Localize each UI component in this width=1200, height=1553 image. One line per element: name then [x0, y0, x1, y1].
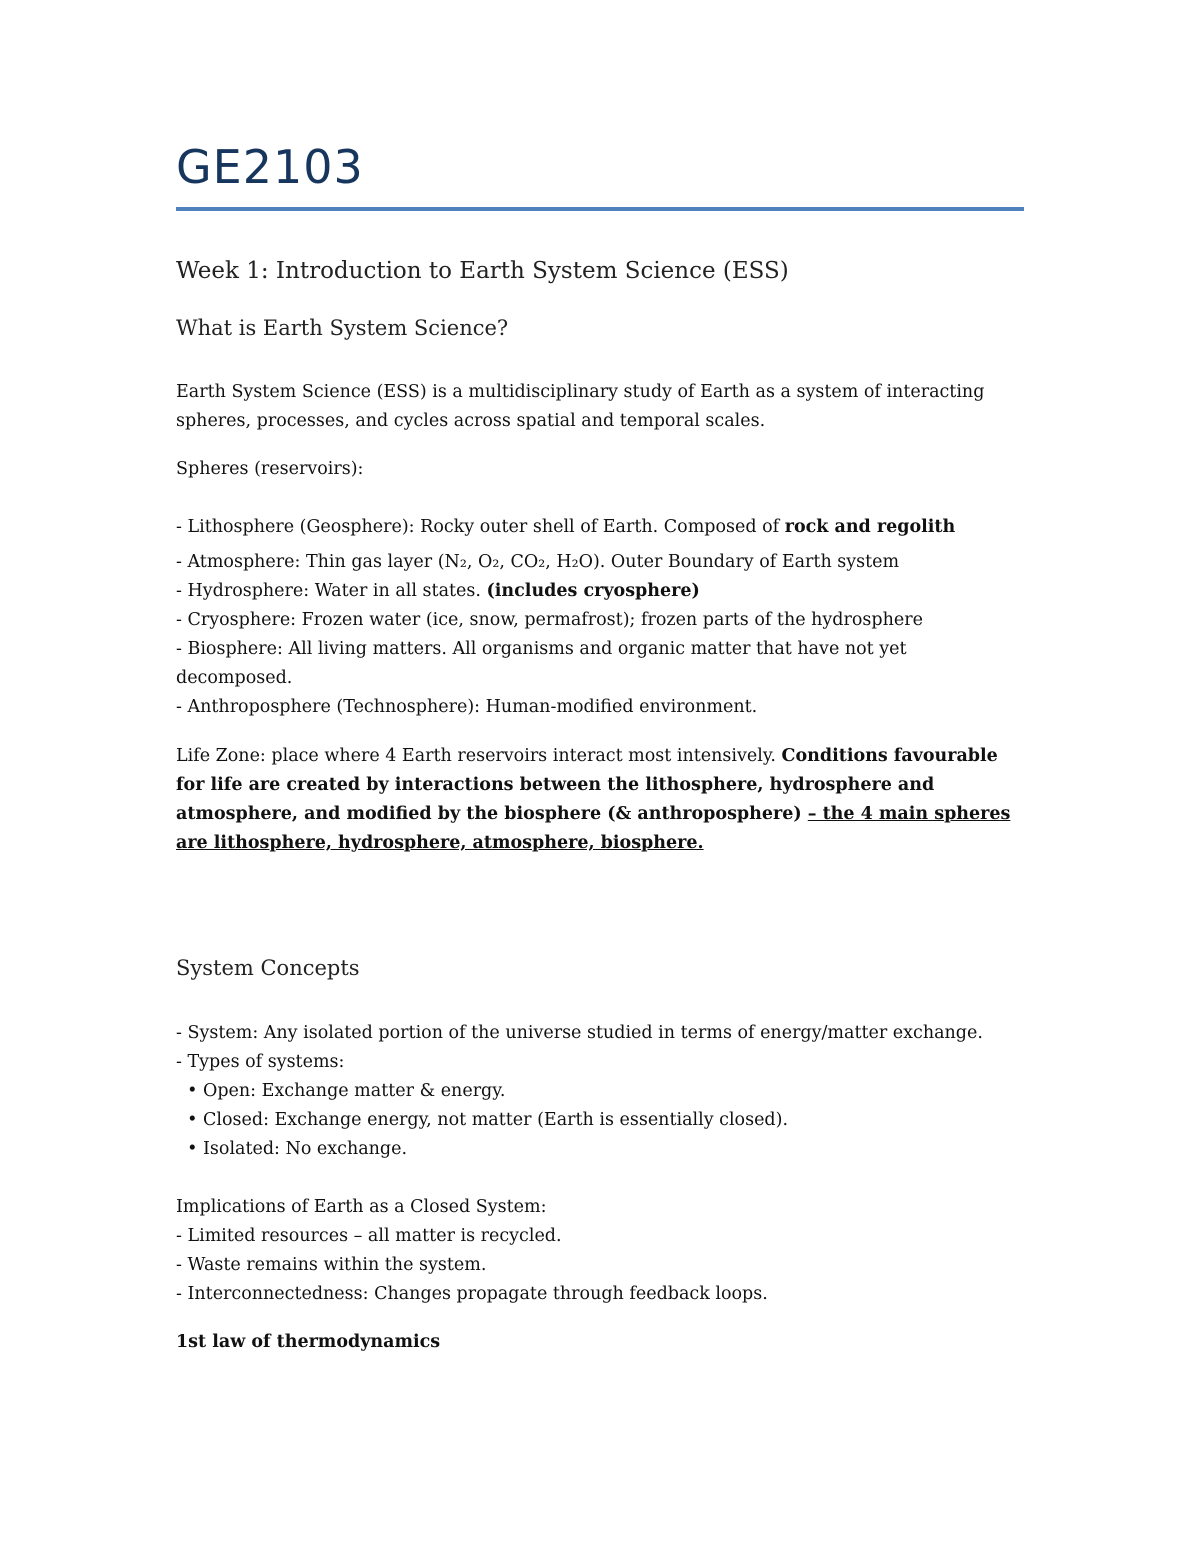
- list-item-cryosphere: - Cryosphere: Frozen water (ice, snow, permafrost); frozen parts of the hydrosphere: [176, 610, 923, 630]
- life-zone-bold: Conditions favourable for life are created by interactions between the lithosphere, hydrosphere and atmosphere, and modified by the biosphere (& anthroposphere): [176, 746, 998, 824]
- implication-2: - Waste remains within the system.: [176, 1255, 487, 1275]
- ess-definition-line-1: Earth System Science (ESS) is a multidisciplinary study of Earth as a system of interacting: [176, 382, 985, 402]
- system-type-isolated: • Isolated: No exchange.: [176, 1139, 408, 1159]
- document-title: GE2103: [176, 140, 364, 194]
- implication-1: - Limited resources – all matter is recycled.: [176, 1226, 562, 1246]
- list-item-hydrosphere: [176, 577, 700, 606]
- implications-label: Implications of Earth as a Closed System:: [176, 1197, 547, 1217]
- hydrosphere-text: - Hydrosphere: Water in all states.: [176, 581, 487, 601]
- ess-definition-line-2: spheres, processes, and cycles across spatial and temporal scales.: [176, 411, 766, 431]
- section-heading-ess: What is Earth System Science?: [176, 316, 509, 340]
- week-heading: Week 1: Introduction to Earth System Science (ESS): [176, 258, 789, 284]
- life-zone-text: Life Zone: place where 4 Earth reservoirs interact most intensively.: [176, 746, 782, 766]
- system-type-closed: • Closed: Exchange energy, not matter (Earth is essentially closed).: [176, 1110, 789, 1130]
- list-item-atmosphere: - Atmosphere: Thin gas layer (N₂, O₂, CO₂, H₂O). Outer Boundary of Earth system: [176, 552, 900, 572]
- spheres-label: Spheres (reservoirs):: [176, 459, 364, 479]
- system-type-open: • Open: Exchange matter & energy.: [176, 1081, 506, 1101]
- title-divider: [176, 207, 1024, 211]
- hydrosphere-bold: (includes cryosphere): [486, 581, 700, 601]
- section-heading-system-concepts: System Concepts: [176, 956, 360, 980]
- implication-3: - Interconnectedness: Changes propagate through feedback loops.: [176, 1284, 768, 1304]
- thermodynamics-heading: 1st law of thermodynamics: [176, 1332, 441, 1352]
- lithosphere-bold: rock and regolith: [784, 517, 956, 537]
- list-item-biosphere: - Biosphere: All living matters. All organisms and organic matter that have not yet decomposed.: [176, 639, 907, 688]
- lithosphere-text: - Lithosphere (Geosphere): Rocky outer shell of Earth. Composed of: [176, 517, 785, 537]
- life-zone-underline: – the 4 main spheres are lithosphere, hydrosphere, atmosphere, biosphere.: [176, 804, 1011, 853]
- list-item-lithosphere: [176, 513, 955, 542]
- list-item-anthroposphere: - Anthroposphere (Technosphere): Human-modified environment.: [176, 697, 758, 717]
- system-definition: - System: Any isolated portion of the universe studied in terms of energy/matter exchange.: [176, 1023, 983, 1043]
- types-of-systems-label: - Types of systems:: [176, 1052, 345, 1072]
- life-zone-paragraph: [176, 742, 1026, 858]
